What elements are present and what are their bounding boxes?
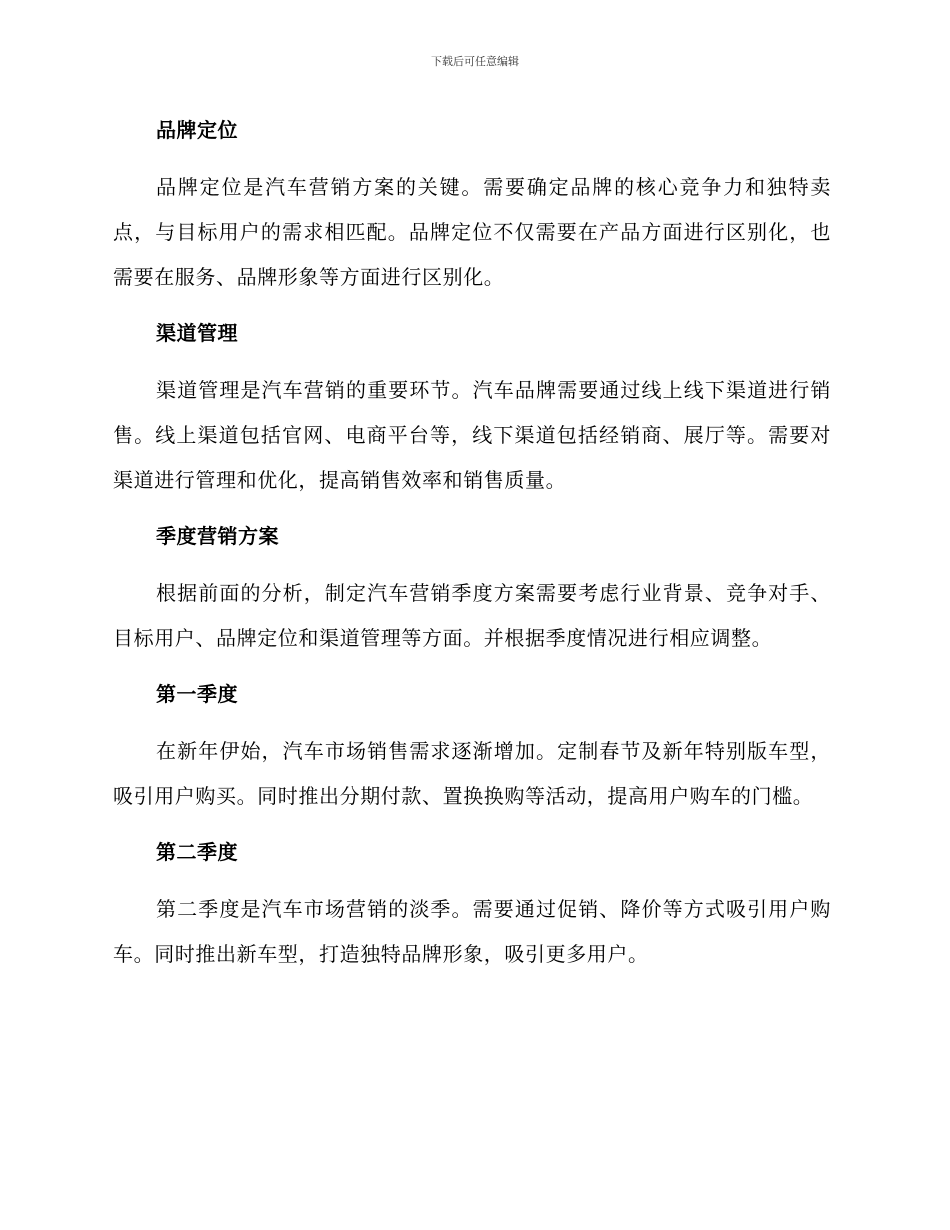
section-paragraph: 根据前面的分析，制定汽车营销季度方案需要考虑行业背景、竞争对手、目标用户、品牌定位和渠道管理等方面。并根据季度情况进行相应调整。 bbox=[113, 581, 831, 650]
section-second-quarter bbox=[113, 835, 831, 977]
section-paragraph: 渠道管理是汽车营销的重要环节。汽车品牌需要通过线上线下渠道进行销售。线上渠道包括官网、电商平台等，线下渠道包括经销商、展厅等。需要对渠道进行管理和优化，提高销售效率和销售质量。 bbox=[113, 378, 831, 492]
section-heading: 季度营销方案 bbox=[156, 524, 279, 548]
section-heading: 第一季度 bbox=[156, 682, 238, 706]
section-paragraph: 品牌定位是汽车营销方案的关键。需要确定品牌的核心竞争力和独特卖点，与目标用户的需求相匹配。品牌定位不仅需要在产品方面进行区别化，也需要在服务、品牌形象等方面进行区别化。 bbox=[113, 175, 831, 289]
section-paragraph: 在新年伊始，汽车市场销售需求逐渐增加。定制春节及新年特别版车型，吸引用户购买。同时推出分期付款、置换换购等活动，提高用户购车的门槛。 bbox=[113, 739, 831, 808]
section-quarterly-plan bbox=[113, 519, 831, 661]
section-heading: 渠道管理 bbox=[156, 321, 238, 345]
section-heading: 第二季度 bbox=[156, 840, 238, 864]
section-brand-positioning bbox=[113, 113, 831, 300]
section-paragraph: 第二季度是汽车市场营销的淡季。需要通过促销、降价等方式吸引用户购车。同时推出新车型，打造独特品牌形象，吸引更多用户。 bbox=[113, 897, 831, 966]
section-heading: 品牌定位 bbox=[156, 118, 238, 142]
document-body bbox=[113, 113, 831, 993]
section-channel-management bbox=[113, 316, 831, 503]
page-header-note: 下载后可任意编辑 bbox=[431, 55, 519, 68]
section-first-quarter bbox=[113, 677, 831, 819]
